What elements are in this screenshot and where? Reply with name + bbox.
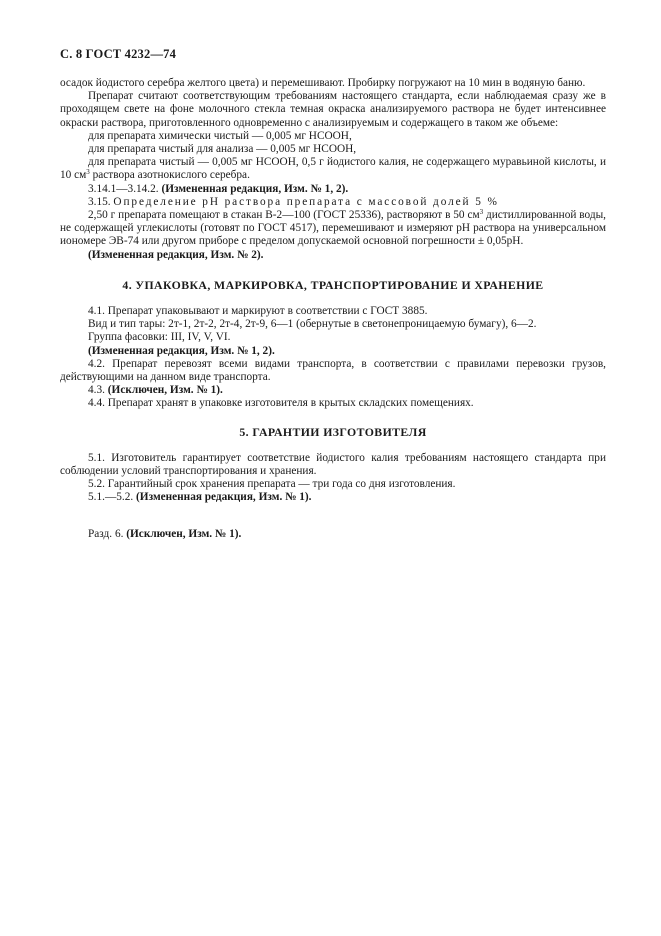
document-body: [60, 77, 606, 541]
clause-number: 3.15.: [88, 195, 114, 208]
clause-number: Разд. 6.: [88, 527, 127, 540]
paragraph-analysis-pure: для препарата чистый для анализа — 0,005 мг НСООН,: [88, 143, 357, 156]
paragraph-5-2: 5.2. Гарантийный срок хранения препарата — три года со дня изготовления.: [88, 478, 456, 491]
clause-number: 5.1.—5.2.: [88, 491, 137, 504]
paragraph-4-2: 4.2. Препарат перевозят всеми видами транспорта, в соответствии с правилами перевозки грузов, действующими на данном виде транспорта.: [60, 357, 606, 384]
text: раствора азотнокислого серебра.: [89, 169, 250, 182]
revision-note: (Исключен, Изм. № 1).: [126, 527, 242, 540]
paragraph-silver-iodide: осадок йодистого серебра желтого цвета) и перемешивают. Пробирку погружают на 10 мин в водяную баню.: [60, 77, 586, 89]
clause-title: Определение pH раствора препарата с массовой долей 5 %: [113, 195, 499, 208]
superscript: 3: [479, 208, 484, 217]
paragraph-packing-group: Группа фасовки: III, IV, V, VI.: [88, 331, 231, 344]
paragraph-revision-3-15: [60, 249, 606, 262]
section-5-heading: 5. ГАРАНТИИ ИЗГОТОВИТЕЛЯ: [239, 424, 427, 439]
paragraph-revision-5: [60, 491, 606, 504]
paragraph-3-15-title: [60, 196, 606, 209]
paragraph-4-3: [60, 384, 606, 397]
paragraph-5-1: 5.1. Изготовитель гарантирует соответствие йодистого калия требованиям настоящего стандарта при соблюдении условий транспортирования и хранения.: [60, 451, 606, 478]
text: для препарата чистый — 0,005 мг НСООН, 0,5 г йодистого калия, не содержащего муравьиной кислоты, и 10 см: [60, 156, 606, 182]
paragraph-pure: [60, 156, 606, 182]
paragraph-ph-method: [60, 209, 606, 249]
superscript: 3: [86, 168, 90, 177]
revision-note: (Измененная редакция, Изм. № 1).: [136, 491, 312, 504]
paragraph-4-4: 4.4. Препарат хранят в упаковке изготовителя в крытых складских помещениях.: [88, 397, 474, 410]
page-header: С. 8 ГОСТ 4232—74: [60, 47, 177, 61]
text: 2,50 г препарата помещают в стакан В-2—100 (ГОСТ 25336), растворяют в 50 см: [88, 209, 480, 222]
section-4-heading: 4. УПАКОВКА, МАРКИРОВКА, ТРАНСПОРТИРОВАНИЕ И ХРАНЕНИЕ: [122, 277, 544, 292]
clause-number: 4.3.: [88, 384, 108, 397]
paragraph-revision-4-1: [60, 345, 606, 358]
revision-note: (Исключен, Изм. № 1).: [107, 384, 223, 397]
paragraph-container-types: Вид и тип тары: 2т-1, 2т-2, 2т-4, 2т-9, 6—1 (обернутые в светонепроницаемую бумагу), 6—2.: [88, 318, 537, 331]
paragraph-chem-pure: для препарата химически чистый — 0,005 мг НСООН,: [88, 129, 352, 142]
text: дистиллированной воды, не содержащей углекислоты (готовят по ГОСТ 4517), перемешивают и измеряют pH раствора на универсальном иономере ЭВ-74 или другом приборе с пределом допускаемой основной погрешности ± 0,05pH.: [60, 209, 606, 248]
paragraph-conformity: Препарат считают соответствующим требованиям настоящего стандарта, если наблюдаемая сразу же в проходящем свете на фоне молочного стекла темная окраска анализируемого раствора не будет интенсивнее окраски раствора, приготовленного одновременно с анализируемым и содержащего в таком же объеме:: [60, 90, 606, 129]
paragraph-revision-3-14: [60, 183, 606, 196]
paragraph-4-1: 4.1. Препарат упаковывают и маркируют в соответствии с ГОСТ 3885.: [88, 305, 428, 318]
revision-note: (Измененная редакция, Изм. № 1, 2).: [88, 344, 275, 357]
revision-note: (Измененная редакция, Изм. № 2).: [88, 248, 264, 261]
spacer: [60, 505, 606, 528]
revision-note: (Измененная редакция, Изм. № 1, 2).: [161, 182, 349, 195]
clause-number: 3.14.1—3.14.2.: [88, 182, 162, 195]
paragraph-section-6: [60, 528, 606, 541]
